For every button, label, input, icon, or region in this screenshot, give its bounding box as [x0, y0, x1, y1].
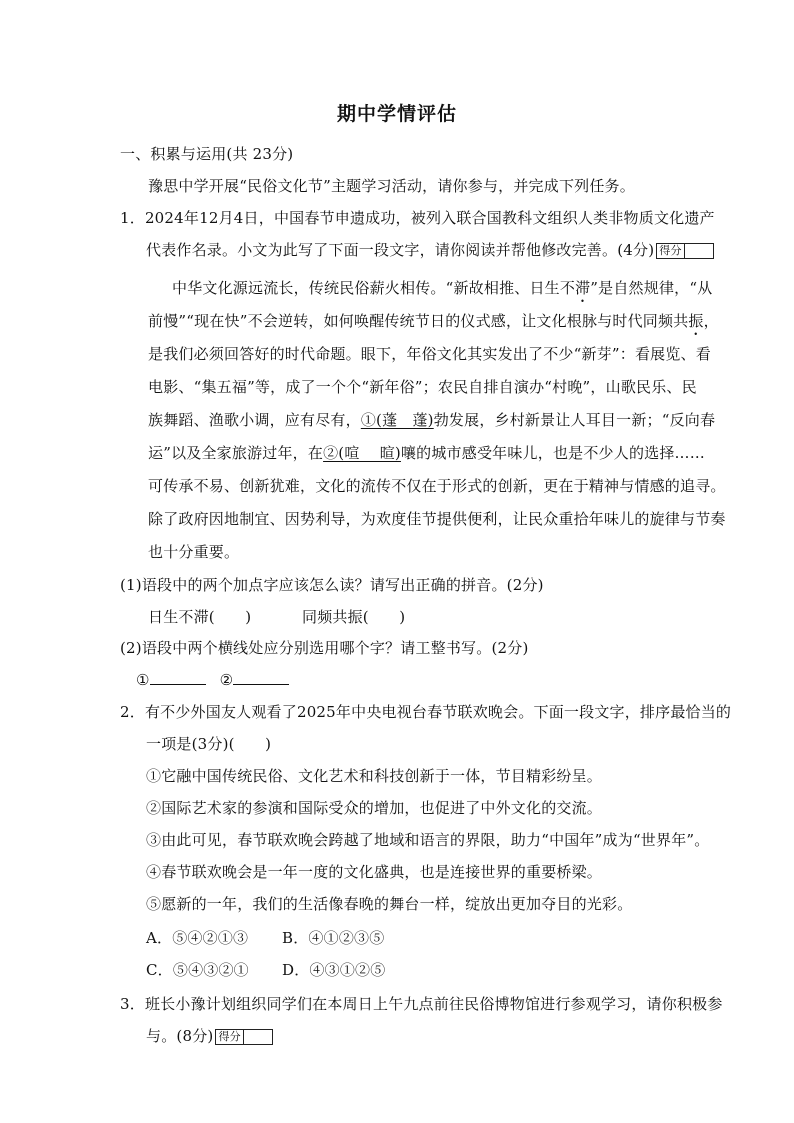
q2-sentence: ③由此可见，春节联欢晚会跨越了地域和语言的界限，助力“中国年”成为“世界年”。 — [146, 831, 710, 849]
q2-stem-line1: 2．有不少外国友人观看了2025年中央电视台春节联欢晚会。下面一段文字，排序最恰当的 — [120, 703, 732, 721]
blank-choice-2: ②(喧 暄) — [323, 444, 401, 462]
passage-line: 电影、“集五福”等，成了一个个“新年俗”；农民自排自演办“村晚”，山歌民乐、民 — [148, 378, 697, 396]
q2-option-a[interactable]: A．⑤④②①③ — [146, 929, 249, 947]
q2-sentence: ⑤愿新的一年，我们的生活像春晚的舞台一样，绽放出更加夺目的光彩。 — [146, 895, 633, 913]
q3-stem-line2 — [146, 1026, 273, 1046]
blank2-label: ② — [219, 671, 234, 689]
score-label: 得分 — [216, 1030, 243, 1044]
dotted-char: 振 — [688, 312, 704, 330]
page-title: 期中学情评估 — [336, 103, 457, 125]
passage-line: 可传承不易、创新犹难，文化的流传不仅在于形式的创新，更在于精神与情感的追寻。 — [148, 477, 726, 495]
answer-blank-2[interactable] — [233, 670, 289, 685]
passage-line — [148, 443, 705, 463]
q2-sentence: ②国际艺术家的参演和国际受众的增加，也促进了中外文化的交流。 — [146, 799, 603, 817]
q1-sub2-blanks — [136, 670, 303, 690]
q3-stem-line1: 3．班长小豫计划组织同学们在本周日上午九点前往民俗博物馆进行参观学习，请你积极参 — [120, 995, 723, 1013]
passage-text: 嚷的城市感受年味儿，也是不少人的选择…… — [400, 444, 705, 462]
q1-stem-line2 — [146, 240, 714, 260]
passage-text: 运”以及全家旅游过年，在 — [148, 444, 324, 462]
blank1-label: ① — [136, 671, 150, 689]
q3-stem-line2-text: 与。(8分) — [146, 1027, 214, 1045]
intro-text: 豫思中学开展“民俗文化节”主题学习活动，请你参与，并完成下列任务。 — [148, 177, 635, 195]
q1-stem-line2-text: 代表作名录。小文为此写了下面一段文字，请你阅读并帮他修改完善。(4分) — [146, 241, 655, 259]
dotted-char: 滞 — [575, 279, 591, 297]
passage-line: 除了政府因地制宜、因势利导，为欢度佳节提供便利，让民众重拾年味儿的旋律与节奏 — [148, 510, 726, 528]
score-box[interactable] — [656, 243, 713, 259]
q2-option-c[interactable]: C．⑤④③②① — [146, 961, 249, 979]
q1-stem-line1: 1．2024年12月4日，中国春节申遗成功，被列入联合国教科文组织人类非物质文化遗产 — [120, 209, 715, 227]
q1-sub1-answer-b[interactable]: 同频共振( ) — [302, 608, 406, 626]
answer-blank-1[interactable] — [150, 670, 206, 685]
q2-sentence: ①它融中国传统民俗、文化艺术和科技创新于一体，节目精彩纷呈。 — [146, 767, 603, 785]
section-heading: 一、积累与运用(共 23分) — [120, 145, 294, 163]
passage-line: 前慢”“现在快”不会逆转，如何唤醒传统节日的仪式感，让文化根脉与时代同频共振， — [148, 312, 719, 330]
q1-sub2: (2)语段中两个横线处应分别选用哪个字？请工整书写。(2分) — [120, 639, 529, 657]
score-box[interactable] — [215, 1029, 272, 1045]
q2-stem-line2: 一项是(3分)( ) — [146, 735, 272, 753]
passage-text: 勃发展，乡村新景让人耳目一新；“反向春 — [433, 411, 716, 429]
passage-line — [148, 410, 715, 430]
q2-option-d[interactable]: D．④③①②⑤ — [282, 961, 386, 979]
passage-line: 中华文化源远流长，传统民俗薪火相传。“新故相推、日生不滞”是自然规律，“从 — [172, 279, 713, 297]
passage-line: 也十分重要。 — [148, 543, 240, 561]
passage-line: 是我们必须回答好的时代命题。眼下，年俗文化其实发出了不少“新芽”：看展览、看 — [148, 345, 711, 363]
score-label: 得分 — [657, 244, 684, 258]
q2-sentence: ④春节联欢晚会是一年一度的文化盛典，也是连接世界的重要桥梁。 — [146, 863, 603, 881]
q2-option-b[interactable]: B．④①②③⑤ — [282, 929, 385, 947]
passage-text: 族舞蹈、渔歌小调，应有尽有， — [148, 411, 361, 429]
q1-sub1-answer-a[interactable]: 日生不滞( ) — [148, 608, 252, 626]
blank-choice-1: ①(蓬 蓬) — [360, 411, 434, 429]
q1-sub1: (1)语段中的两个加点字应该怎么读？请写出正确的拼音。(2分) — [120, 576, 544, 594]
